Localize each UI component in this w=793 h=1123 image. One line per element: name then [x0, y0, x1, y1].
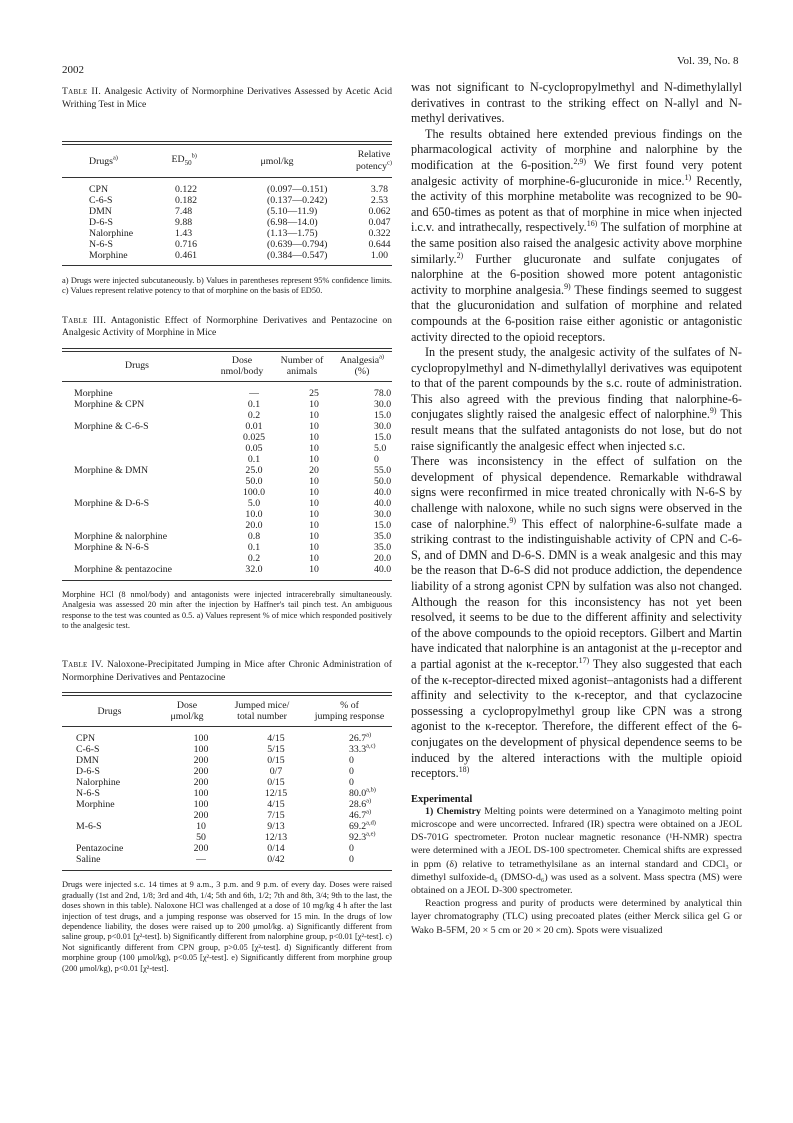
table-cell: Morphine — [74, 387, 113, 399]
table-cell: 92.3$^{a,e)}$ — [349, 831, 376, 844]
table-cell: — — [196, 854, 206, 866]
table-row — [62, 755, 392, 766]
table-cell: 0 — [349, 755, 354, 767]
table-cell: 10 — [309, 552, 319, 564]
table-cell: Morphine & CPN — [74, 398, 145, 410]
table-cell: 10 — [309, 486, 319, 498]
table-cell: 10 — [309, 431, 319, 443]
table-cell: 5/15 — [267, 744, 285, 756]
table-cell: 80.0$^{a,b)}$ — [349, 787, 376, 800]
experimental-heading: Experimental — [411, 793, 473, 805]
table-cell: 15.0 — [374, 519, 392, 531]
table-cell: 33.3$^{a,c)}$ — [349, 743, 376, 756]
table-cell — [62, 432, 224, 443]
table-row — [62, 454, 392, 465]
table-cell: 5.0 — [247, 497, 261, 509]
table-cell: 0.01 — [245, 420, 263, 432]
table-cell: CPN — [76, 733, 96, 745]
table-row — [62, 421, 392, 432]
table-cell: 100.0 — [242, 486, 266, 498]
table-4 — [62, 700, 392, 722]
journal-volume: Vol. 39, No. 8 — [677, 55, 739, 67]
table-row — [62, 388, 392, 399]
table-cell: 32.0 — [245, 563, 263, 575]
table-cell: DMN — [76, 755, 99, 767]
table-cell: 9.88 — [175, 217, 193, 228]
table-row — [62, 799, 392, 810]
table-cell: 0/14 — [267, 843, 285, 855]
table-cell — [62, 520, 224, 531]
table-cell: 0.8 — [247, 530, 261, 542]
table-cell: Morphine & C-6-S — [74, 420, 149, 432]
table-row — [62, 250, 392, 261]
ref-9: 9) — [564, 281, 571, 291]
table-cell: 200 — [193, 843, 209, 855]
table-cell: 200 — [193, 810, 209, 822]
table-cell: (6.98—14.0) — [267, 217, 318, 228]
table-cell: 25.0 — [245, 464, 263, 476]
table-cell: 0.025 — [242, 431, 266, 443]
table-cell — [62, 476, 224, 487]
table-row — [62, 228, 392, 239]
table-cell: N-6-S — [89, 239, 113, 250]
table-3-footnote: Morphine HCl (8 nmol/body) and antagonists were injected intracerebrally simultaneously. Analgesia was assessed 20 min after the injection by Haffner's tail pinch test. An ambiguous response to the test was counted as 0.5. a) Values represent % of mice which responded positively to the analgesic test. — [62, 589, 392, 631]
table-cell: Morphine — [89, 250, 128, 261]
table-cell: 200 — [193, 777, 209, 789]
table-cell: 0.062 — [368, 206, 391, 217]
table-4-top-rule — [62, 692, 392, 696]
ref-1: 1) — [684, 172, 692, 182]
table-cell: 20.0 — [245, 519, 263, 531]
table-cell: 30.0 — [374, 508, 392, 520]
table-cell: 1.00 — [370, 250, 389, 261]
table-cell: (0.639—0.794) — [267, 239, 328, 250]
table-cell: 46.7$^{a)}$ — [349, 809, 372, 822]
table-cell: 100 — [193, 788, 209, 800]
table-cell: Morphine — [76, 799, 115, 811]
table-cell: DMN — [89, 206, 112, 217]
table-cell: 10 — [196, 821, 206, 833]
table-cell: 0.05 — [245, 442, 263, 454]
table-cell: 7/15 — [267, 810, 285, 822]
table-row — [62, 821, 392, 832]
table-cell: 50.0 — [245, 475, 263, 487]
table-cell: 4/15 — [267, 799, 285, 811]
table-row — [62, 476, 392, 487]
table-cell: 0.461 — [175, 250, 198, 261]
table-cell: Saline — [76, 854, 101, 866]
ref-9c: 9) — [509, 515, 516, 525]
table-cell: 10 — [309, 453, 319, 465]
table-4-footnote: Drugs were injected s.c. 14 times at 9 a.m., 3 p.m. and 9 p.m. of every day. Doses were raised gradually (1st and 2nd, 1/8; 3rd and 4th, 1/4; 5th and 6th, 1/2; 7th and 8th, 3/4; 9th to the last, the doses shown in this table). Naloxone HCl was challenged at a dose of 10 mg/kg 4 h after the last injection of test drugs, and a jumping response was observed for 15 min. In the drugs of low dependence liability, the doses were raised up to 200 μmol/kg. a) Significantly different from saline group, p<0.01 [χ²-test]. b) Significantly different from nalorphine group, p<0.01 [χ²-test]. c) Not significantly different from CPN group, p>0.05 [χ²-test]. d) Significantly different from morphine group (100 μmol/kg), p<0.05 [χ²-test]. e) Significantly different from morphine group (200 μmol/kg), p<0.01 [χ²-test]. — [62, 880, 392, 973]
table-cell: 40.0 — [374, 497, 392, 509]
table-cell: 10 — [309, 409, 319, 421]
table-cell: 26.7$^{a)}$ — [349, 732, 372, 745]
table-row — [62, 239, 392, 250]
table-cell: 0.716 — [175, 239, 198, 250]
table-2-header-rule — [62, 177, 392, 178]
table-3-bottom-rule — [62, 580, 392, 581]
table-cell: 10 — [309, 519, 319, 531]
experimental-paragraph-2: Reaction progress and purity of products were determined by analytical thin layer chromatography (TLC) using precoated plates (either Merck silica gel G or Wako B-5FM, 20 × 5 cm or 20 × 20 cm). Spots were visualized — [411, 898, 742, 936]
table-row — [62, 410, 392, 421]
table-row — [62, 564, 392, 575]
table-2-header: Drugs$^{a)}$ $ED_{50}^{b)}$ μmol/kg Relative potency$^{c)}$ — [89, 149, 392, 172]
experimental-section — [411, 794, 742, 937]
table-cell: 2.53 — [370, 195, 389, 206]
table-cell: 100 — [193, 733, 209, 745]
table-cell: 28.6$^{a)}$ — [349, 798, 372, 811]
table-2-bottom-rule — [62, 265, 392, 266]
table-4-header: Drugs Dose μmol/kg Jumped mice/ total number % of jumping response — [97, 700, 385, 723]
table-cell: N-6-S — [76, 788, 100, 800]
table-cell: C-6-S — [76, 744, 100, 756]
table-cell — [62, 832, 171, 843]
table-row — [62, 810, 392, 821]
table-cell: 30.0 — [374, 398, 392, 410]
table-cell: C-6-S — [89, 195, 113, 206]
table-2-top-rule — [62, 141, 392, 145]
table-cell: 35.0 — [374, 530, 392, 542]
table-cell: Morphine & nalorphine — [74, 530, 168, 542]
table-cell: (1.13—1.75) — [267, 228, 318, 239]
table-row — [62, 498, 392, 509]
table-cell: 0.2 — [247, 409, 261, 421]
table-row — [62, 733, 392, 744]
table-row — [62, 542, 392, 553]
table-cell: 40.0 — [374, 486, 392, 498]
table-cell — [62, 509, 224, 520]
table-cell — [62, 487, 224, 498]
table-cell: (0.384—0.547) — [267, 250, 328, 261]
table-cell: 0.182 — [175, 195, 198, 206]
table-cell: 0.122 — [175, 184, 198, 195]
table-cell: 20 — [309, 464, 319, 476]
table-cell: 0.1 — [247, 453, 261, 465]
table-cell: 5.0 — [374, 442, 387, 454]
table-cell: (0.097—0.151) — [267, 184, 328, 195]
table-row — [62, 788, 392, 799]
table-4-bottom-rule — [62, 870, 392, 871]
table-cell: 10 — [309, 508, 319, 520]
table-cell: 30.0 — [374, 420, 392, 432]
table-cell: 10 — [309, 420, 319, 432]
ref-9b: 9) — [709, 406, 717, 416]
table-cell: 20.0 — [374, 552, 392, 564]
table-cell: 55.0 — [374, 464, 392, 476]
table-row — [62, 184, 392, 195]
table-2-footnote: a) Drugs were injected subcutaneously. b) Values in parentheses represent 95% confidence limits. c) Values represent relative potency to that of morphine on the basis of ED50. — [62, 276, 392, 296]
table-row — [62, 217, 392, 228]
table-cell: Pentazocine — [76, 843, 124, 855]
table-cell — [62, 410, 224, 421]
table-3-top-rule — [62, 348, 392, 352]
table-row — [62, 843, 392, 854]
table-cell: 0/15 — [267, 755, 285, 767]
table-3-body — [62, 388, 392, 575]
table-2 — [62, 149, 392, 173]
left-column — [62, 86, 392, 974]
table-cell: Morphine & D-6-S — [74, 497, 150, 509]
table-cell: 3.78 — [370, 184, 389, 195]
table-cell: 0 — [349, 843, 354, 855]
table-cell: 10 — [309, 398, 319, 410]
ref-17: 17) — [578, 655, 590, 665]
table-cell: 100 — [193, 799, 209, 811]
table-cell: 0 — [349, 777, 354, 789]
table-cell: Morphine & N-6-S — [74, 541, 150, 553]
table-row — [62, 777, 392, 788]
table-cell: 0.644 — [368, 239, 391, 250]
table-cell: 0.1 — [247, 398, 261, 410]
table-cell: 200 — [193, 766, 209, 778]
paragraph-4: There was inconsistency in the effect of sulfation on the development of physical dependence. Remarkable withdrawal signs were reconfirmed in mice treated chronically with N-6-S by challenge with naloxone, while no such signs were observed in the case of nalorphine.$^{9)}$ This effect of nalorphine-6-sulfate made a striking contrast to the indistinguishable activity of CPN and C-6-S, and of DMN and D-6-S. DMN is a weak analgesic and this may be the reason that D-6-S did not produce addiction, the dependence liability of a strong agonist CPN by sulfation was also not changed. Although the reason for this inconsistency has not yet been resolved, it seems to be due to the different affinity and selectivity of the above compounds to the opioid receptors. Gilbert and Martin have indicated that nalorphine is an antagonist at the μ-receptor and a partial agonist at the κ-receptor.$^{17)}$ They also suggested that each of the κ-receptor-directed mixed agonist–antagonists had a different affinity and selectivity to the κ-receptor, and that cyclazocine possessing a cyclopropylmethyl group like CPN was a strong agonist to the κ-receptor. Therefore, the different effect of the 6-conjugates on the development of physical dependence seems to be induced by the altered interactions with the multiple opioid receptors.$^{18)}$ — [411, 454, 742, 781]
table-row — [62, 509, 392, 520]
table-cell: Nalorphine — [76, 777, 121, 789]
table-cell: — — [249, 387, 259, 399]
table-row — [62, 832, 392, 843]
table-cell: 0 — [374, 453, 379, 465]
table-cell: CPN — [89, 184, 109, 195]
table-cell: (0.137—0.242) — [267, 195, 328, 206]
table-cell: 78.0 — [374, 387, 392, 399]
table-row — [62, 766, 392, 777]
table-cell: 10 — [309, 563, 319, 575]
table-cell: 100 — [193, 744, 209, 756]
table-3-header: Drugs Dose nmol/body Number of animals Analgesia$^{a)}$ (%) — [125, 353, 385, 377]
ref-18: 18) — [458, 765, 470, 775]
table-row — [62, 531, 392, 542]
table-row — [62, 195, 392, 206]
table-row — [62, 443, 392, 454]
table-cell: 0 — [349, 854, 354, 866]
table-row — [62, 487, 392, 498]
table-3-header-rule — [62, 381, 392, 382]
ref-2-9: 2,9) — [573, 156, 587, 166]
table-2-body — [62, 184, 392, 261]
table-cell: 1.43 — [175, 228, 193, 239]
table-cell: 69.2$^{a,d)}$ — [349, 820, 376, 833]
table-cell: 12/13 — [264, 832, 288, 844]
ref-16: 16) — [586, 219, 598, 229]
table-4-header-rule — [62, 726, 392, 727]
table-cell: 50.0 — [374, 475, 392, 487]
table-cell: 0.047 — [368, 217, 391, 228]
table-row — [62, 206, 392, 217]
table-cell: 35.0 — [374, 541, 392, 553]
table-cell: 10 — [309, 442, 319, 454]
body-text — [411, 80, 742, 782]
experimental-paragraph-1: 1) Chemistry Melting points were determined on a Yanagimoto melting point microscope and were uncorrected. Infrared (IR) spectra were obtained on a JEOL DS-701G spectrometer. Proton nuclear magnetic resonance (¹H-NMR) spectra were determined with a JEOL DS-100 spectrometer. Chemical shifts are expressed in ppm (δ) relative to tetramethylsilane as an internal standard and CDCl₃ or dimethyl sulfoxide-d₆ (DMSO-d₆) was used as a solvent. Mass spectra (MS) were obtained on a JEOL D-300 spectrometer. — [411, 805, 742, 896]
table-cell: Morphine & DMN — [74, 464, 149, 476]
table-cell: 10 — [309, 475, 319, 487]
table-cell: 0/7 — [269, 766, 283, 778]
paragraph-1: was not significant to N-cyclopropylmethyl and N-dimethylallyl derivatives in contrast to the striking effect on N-allyl and N-methyl derivatives. — [411, 80, 742, 126]
table-cell: 0.322 — [368, 228, 391, 239]
table-row — [62, 399, 392, 410]
table-cell: (5.10—11.9) — [267, 206, 318, 217]
table-4-body — [62, 733, 392, 865]
table-cell: 15.0 — [374, 409, 392, 421]
table-4-caption: Table IV. Naloxone-Precipitated Jumping in Mice after Chronic Administration of Normorphine Derivatives and Pentazocine — [62, 659, 392, 683]
table-cell: 40.0 — [374, 563, 392, 575]
table-cell: 4/15 — [267, 733, 285, 745]
table-cell: 0.1 — [247, 541, 261, 553]
right-column — [411, 80, 742, 937]
table-cell: 10.0 — [245, 508, 263, 520]
paragraph-2: The results obtained here extended previous findings on the pharmacological activity of morphine and nalorphine by the modification at the 6-position.$^{2,9)}$ We first found very potent analgesic activity of morphine-6-glucuronide in mice.$^{1)}$ Recently, the activity of this morphine metabolite was recognized to be 90- and 650-times as potent as that of morphine in mice when injected i.c.v. and intrathecally, respectively.$^{16)}$ The sulfation of morphine at the same position also raised the analgesic activity above morphine similarly.$^{2)}$ Further glucuronate and sulfate conjugates of nalorphine at the 6-position showed more potent antagonistic activity to morphine analgesia.$^{9)}$ These findings seemed to suggest that the glucuronidation and sulfation of morphine and related compounds at the 6-position raise either agonistic or antagonistic activity directed to the opioid receptors. — [411, 126, 742, 344]
table-cell: 25 — [309, 387, 319, 399]
table-cell: D-6-S — [89, 217, 113, 228]
table-cell: 0 — [349, 766, 354, 778]
table-cell: 15.0 — [374, 431, 392, 443]
table-cell — [62, 810, 171, 821]
table-cell — [62, 454, 224, 465]
ref-2: 2) — [456, 250, 464, 260]
table-row — [62, 465, 392, 476]
page-number: 2002 — [62, 64, 84, 76]
table-row — [62, 553, 392, 564]
table-cell: M-6-S — [76, 821, 102, 833]
table-3-caption: Table III. Antagonistic Effect of Normorphine Derivatives and Pentazocine on Analgesic Activity of Morphine in Mice — [62, 314, 392, 339]
table-cell: 0/42 — [267, 854, 285, 866]
paragraph-3: In the present study, the analgesic activity of the sulfates of N-cyclopropylmethyl and N-dimethylallyl derivatives was equipotent to that of the parent compounds by the s.c. route of administration. This also agreed with the previous finding that nalorphine-6-conjugates slightly raised the analgesic effect of nalorphine.$^{9)}$ This result means that the sulfated antagonists do not lose, but do not raise significantly the analgesic effect when injected s.c. — [411, 345, 742, 453]
table-cell — [62, 553, 224, 564]
table-row — [62, 744, 392, 755]
table-cell: 10 — [309, 541, 319, 553]
table-cell: 9/13 — [267, 821, 285, 833]
table-cell: Nalorphine — [89, 228, 134, 239]
table-row — [62, 432, 392, 443]
table-cell: 7.48 — [175, 206, 193, 217]
table-cell: 12/15 — [264, 788, 288, 800]
table-cell: 0/15 — [267, 777, 285, 789]
table-cell: 10 — [309, 497, 319, 509]
table-2-caption: Table II. Analgesic Activity of Normorphine Derivatives Assessed by Acetic Acid Writhing Test in Mice — [62, 86, 392, 110]
table-cell: D-6-S — [76, 766, 100, 778]
table-cell — [62, 443, 224, 454]
table-cell: 0.2 — [247, 552, 261, 564]
table-3 — [62, 355, 392, 377]
table-cell: 50 — [196, 832, 206, 844]
table-cell: Morphine & pentazocine — [74, 563, 172, 575]
table-row — [62, 520, 392, 531]
table-cell: 200 — [193, 755, 209, 767]
table-row — [62, 854, 392, 865]
table-cell: 10 — [309, 530, 319, 542]
